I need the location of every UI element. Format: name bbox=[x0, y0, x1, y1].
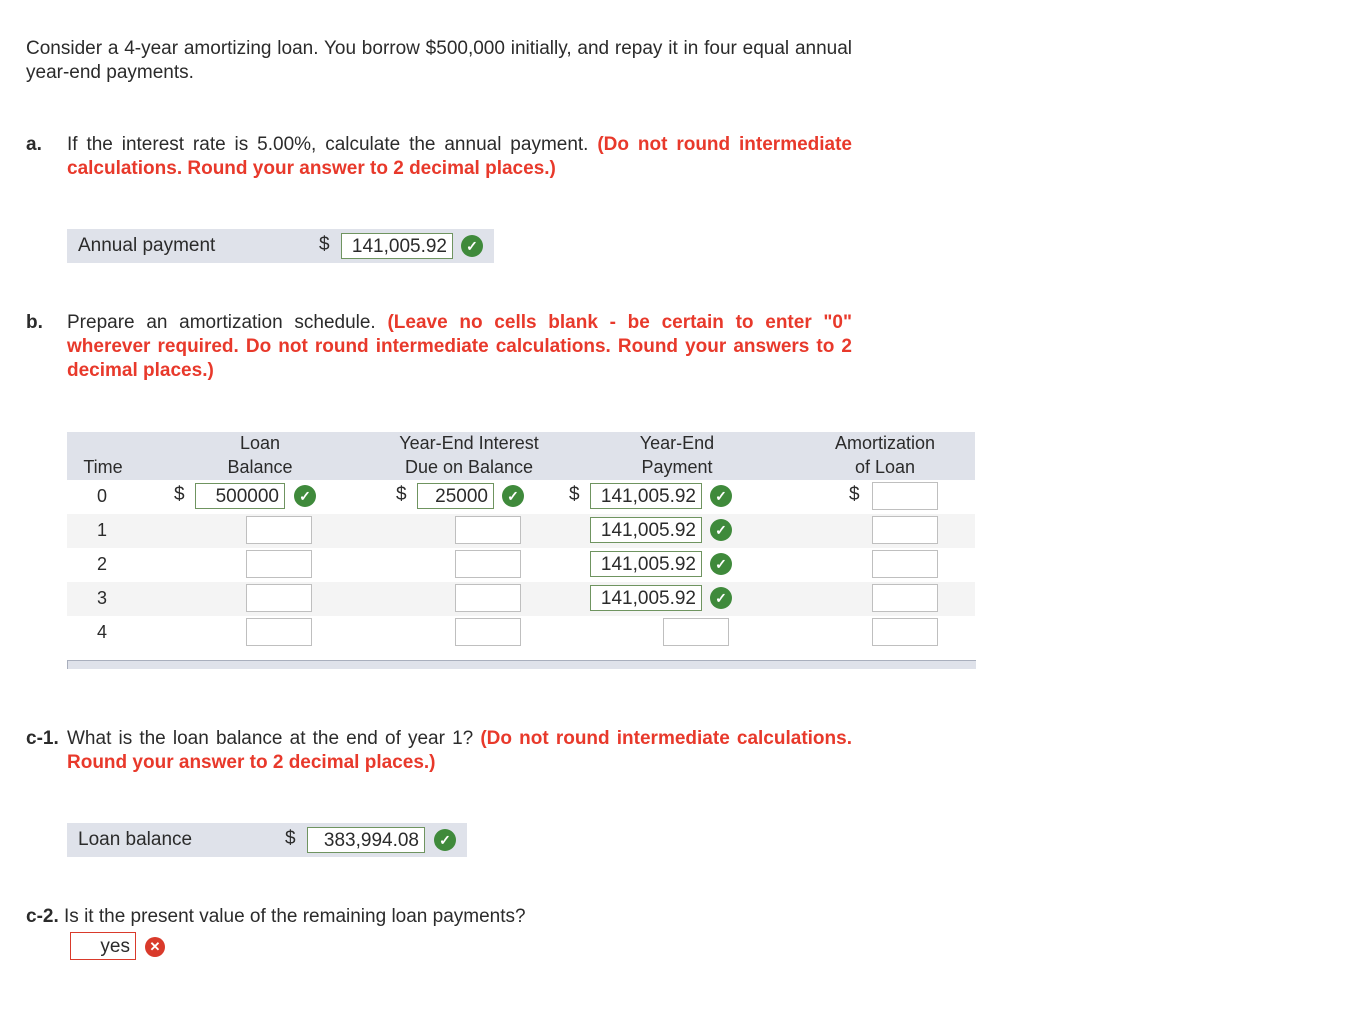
interest-input[interactable] bbox=[455, 516, 521, 544]
present-value-select[interactable]: yes bbox=[70, 932, 136, 960]
interest-input[interactable] bbox=[455, 550, 521, 578]
dollar-sign: $ bbox=[285, 828, 296, 849]
loan-balance-answer-input[interactable]: 383,994.08 bbox=[307, 827, 425, 853]
amortization-input[interactable] bbox=[872, 618, 938, 646]
dollar-sign: $ bbox=[569, 484, 580, 505]
question-c1-label: c-1. bbox=[26, 728, 59, 749]
row-stripe bbox=[67, 582, 975, 616]
question-b-label: b. bbox=[26, 312, 43, 333]
payment-input[interactable]: 141,005.92 bbox=[590, 517, 702, 543]
header-interest-1: Year-End Interest bbox=[399, 433, 539, 453]
loan-balance-input[interactable] bbox=[246, 618, 312, 646]
time-cell: 1 bbox=[96, 520, 107, 540]
horizontal-scrollbar[interactable] bbox=[67, 660, 976, 669]
interest-input[interactable] bbox=[455, 618, 521, 646]
question-b-text: Prepare an amortization schedule. bbox=[67, 312, 376, 333]
time-cell: 3 bbox=[96, 588, 107, 608]
interest-input[interactable]: 25000 bbox=[417, 483, 494, 509]
dollar-sign: $ bbox=[849, 484, 860, 505]
header-interest-2: Due on Balance bbox=[404, 457, 534, 477]
annual-payment-label: Annual payment bbox=[78, 235, 216, 256]
amortization-input[interactable] bbox=[872, 584, 938, 612]
payment-input[interactable]: 141,005.92 bbox=[590, 551, 702, 577]
question-a bbox=[26, 133, 852, 181]
question-a-instruction: (Do not round intermediate calculations. Round your answer to 2 decimal places.) bbox=[67, 134, 853, 179]
question-b-instruction: (Leave no cells blank - be certain to enter "0" wherever required. Do not round intermediate calculations. Round your answers to 2 decimal places.) bbox=[67, 312, 853, 381]
payment-input[interactable]: 141,005.92 bbox=[590, 585, 702, 611]
check-circle-icon: ✓ bbox=[710, 553, 732, 575]
amortization-input[interactable] bbox=[872, 516, 938, 544]
payment-input[interactable] bbox=[663, 618, 729, 646]
check-circle-icon: ✓ bbox=[710, 485, 732, 507]
header-amort-1: Amortization bbox=[834, 433, 936, 453]
loan-balance-input[interactable]: 500000 bbox=[195, 483, 285, 509]
question-c2-label: c-2. bbox=[26, 906, 59, 927]
loan-balance-input[interactable] bbox=[246, 516, 312, 544]
header-loan-1: Loan bbox=[239, 433, 281, 453]
check-circle-icon: ✓ bbox=[710, 587, 732, 609]
question-c2 bbox=[26, 905, 852, 929]
check-circle-icon: ✓ bbox=[502, 485, 524, 507]
check-circle-icon: ✓ bbox=[434, 829, 456, 851]
loan-balance-label: Loan balance bbox=[78, 829, 193, 850]
check-circle-icon: ✓ bbox=[710, 519, 732, 541]
question-a-label: a. bbox=[26, 134, 42, 155]
header-payment-1: Year-End bbox=[639, 433, 715, 453]
problem-intro: Consider a 4-year amortizing loan. You borrow $500,000 initially, and repay it in four equal annual year-end payments. bbox=[26, 38, 852, 83]
header-time: Time bbox=[83, 457, 123, 477]
header-payment-2: Payment bbox=[641, 457, 713, 477]
row-stripe bbox=[67, 514, 975, 548]
time-cell: 0 bbox=[96, 486, 107, 506]
annual-payment-input[interactable]: 141,005.92 bbox=[341, 233, 453, 259]
amortization-input[interactable] bbox=[872, 482, 938, 510]
loan-balance-input[interactable] bbox=[246, 550, 312, 578]
payment-input[interactable]: 141,005.92 bbox=[590, 483, 702, 509]
dollar-sign: $ bbox=[396, 484, 407, 505]
amortization-input[interactable] bbox=[872, 550, 938, 578]
dollar-sign: $ bbox=[319, 234, 330, 255]
header-loan-2: Balance bbox=[227, 457, 293, 477]
check-circle-icon: ✓ bbox=[294, 485, 316, 507]
loan-balance-input[interactable] bbox=[246, 584, 312, 612]
question-c1-text: What is the loan balance at the end of year 1? bbox=[67, 728, 474, 749]
check-circle-icon: ✓ bbox=[461, 235, 483, 257]
interest-input[interactable] bbox=[455, 584, 521, 612]
dollar-sign: $ bbox=[174, 484, 185, 505]
x-circle-icon: ✕ bbox=[145, 937, 165, 957]
time-cell: 4 bbox=[96, 622, 107, 642]
question-c2-text: Is it the present value of the remaining loan payments? bbox=[64, 906, 526, 927]
question-a-text: If the interest rate is 5.00%, calculate the annual payment. bbox=[67, 134, 589, 155]
loan-balance-row bbox=[67, 823, 467, 857]
question-b bbox=[26, 311, 852, 383]
header-amort-2: of Loan bbox=[854, 457, 916, 477]
question-c1-instruction: (Do not round intermediate calculations. Round your answer to 2 decimal places.) bbox=[67, 728, 852, 773]
question-c1 bbox=[26, 727, 852, 775]
time-cell: 2 bbox=[96, 554, 107, 574]
annual-payment-row bbox=[67, 229, 494, 263]
